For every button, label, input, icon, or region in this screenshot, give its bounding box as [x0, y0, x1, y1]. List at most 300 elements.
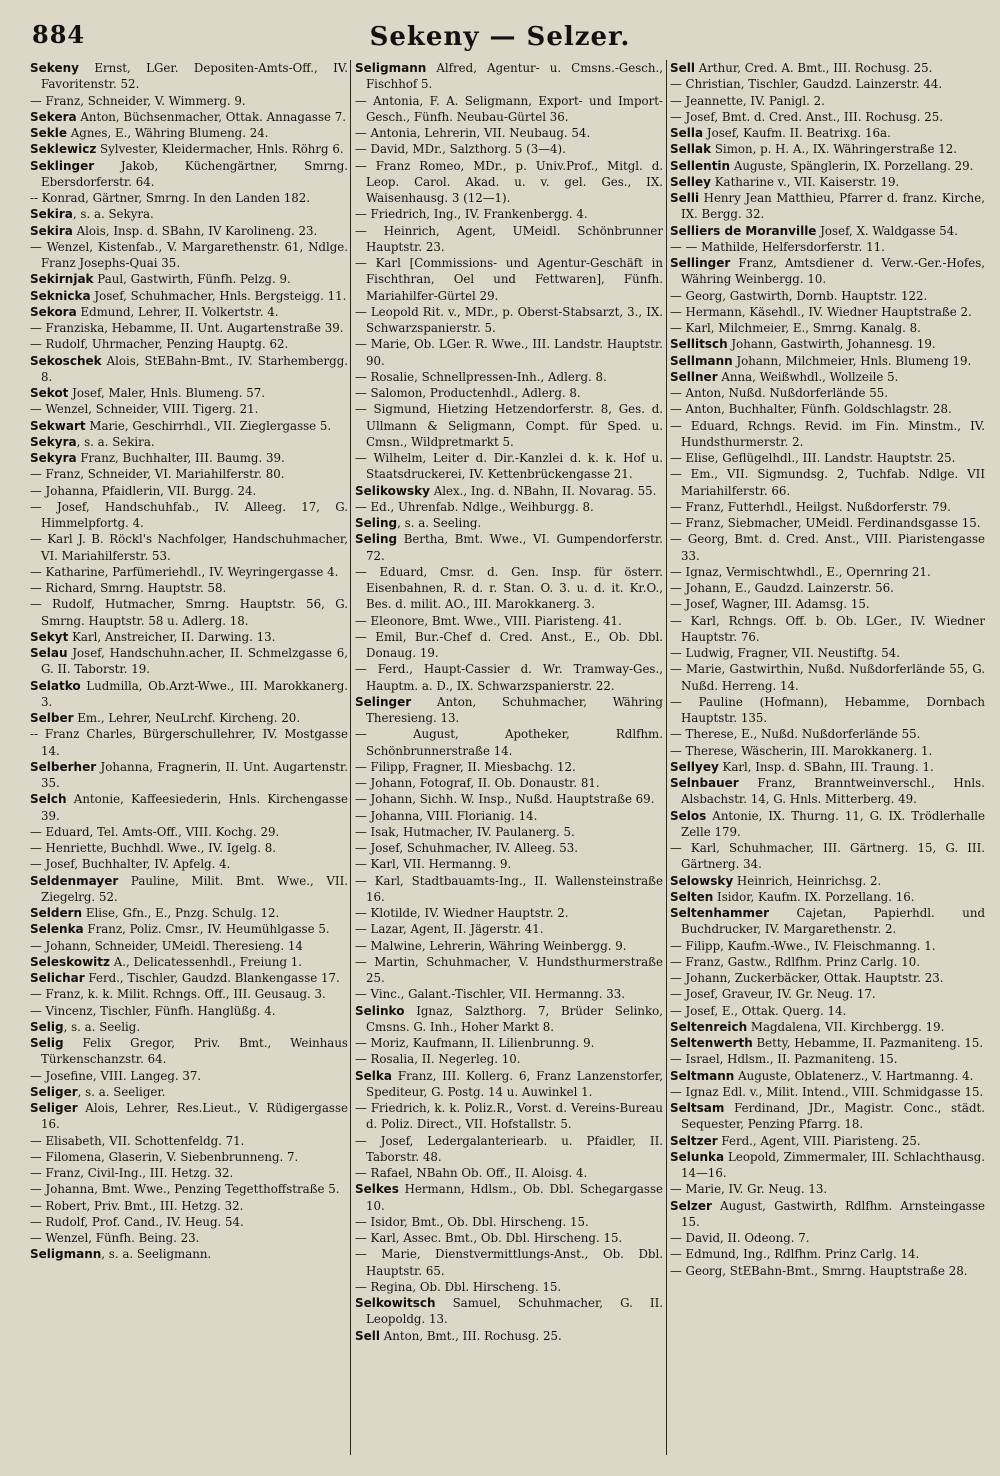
directory-entry: [670, 1035, 985, 1051]
entry-surname: Selli: [670, 191, 700, 205]
directory-entry: [355, 661, 663, 694]
directory-entry: [670, 873, 985, 889]
directory-entry: [355, 1230, 663, 1246]
entry-text: — Malwine, Lehrerin, Währing Weinbergg. 9.: [355, 938, 627, 953]
directory-entry: [670, 418, 985, 451]
entry-surname: Seligmann: [355, 61, 427, 75]
directory-entry: [30, 759, 348, 792]
entry-surname: Sella: [670, 126, 704, 140]
directory-entry: [670, 661, 985, 694]
entry-text: Henry Jean Matthieu, Pfarrer d. franz. Kirche, IX. Bergg. 32.: [681, 191, 985, 222]
entry-text: — Friedrich, k. k. Poliz.R., Vorst. d. Vereins-Bureau d. Poliz. Direct., VII. Hofstallstr. 5.: [355, 1101, 663, 1132]
directory-entry: [355, 60, 663, 93]
directory-entry: [30, 1019, 348, 1035]
directory-entry: [30, 710, 348, 726]
directory-entry: [355, 125, 663, 141]
entry-surname: Seling: [355, 516, 398, 530]
entry-text: — Rosalie, Schnellpressen-Inh., Adlerg. 8.: [355, 369, 607, 384]
directory-entry: [355, 856, 663, 872]
directory-entry: [670, 304, 985, 320]
directory-entry: [670, 385, 985, 401]
directory-entry: [670, 125, 985, 141]
entry-text: Alois, StEBahn-Bmt., IV. Starhembergg. 8.: [41, 353, 348, 384]
directory-entry: [30, 564, 348, 580]
entry-text: Em., Lehrer, NeuLrchf. Kircheng. 20.: [73, 711, 301, 725]
directory-entry: [670, 889, 985, 905]
entry-surname: Seling: [355, 532, 398, 547]
entry-text: Marie, Geschirrhdl., VII. Zieglergasse 5.: [85, 418, 332, 433]
entry-text: Franz, Poliz. Cmsr., IV. Heumühlgasse 5.: [83, 922, 330, 937]
entry-surname: Seklewicz: [30, 142, 97, 157]
entry-text: Ludmilla, Ob.Arzt-Wwe., III. Marokkanerg. 3.: [41, 678, 348, 709]
entry-text: Cajetan, Papierhdl. und Buchdrucker, IV. Margarethenstr. 2.: [681, 906, 985, 937]
entry-text: — Franz, Civil-Ing., III. Hetzg. 32.: [30, 1166, 234, 1180]
entry-text: — Franz, Schneider, V. Wimmerg. 9.: [30, 93, 246, 108]
entry-text: — Robert, Priv. Bmt., III. Hetzg. 32.: [30, 1198, 244, 1213]
entry-text: Simon, p. H. A., IX. Währingerstraße 12.: [711, 142, 958, 157]
directory-entry: [30, 986, 348, 1002]
directory-entry: [670, 190, 985, 223]
directory-entry: [30, 223, 348, 239]
entry-text: — Antonia, Lehrerin, VII. Neubaug. 54.: [355, 126, 591, 140]
entry-text: — Karl, Assec. Bmt., Ob. Dbl. Hirscheng. 15.: [355, 1231, 623, 1245]
entry-text: Anton, Schuhmacher, Währing Theresieng. 13.: [366, 694, 663, 725]
entry-surname: Seliger: [30, 1101, 78, 1115]
entry-text: Alex., Ing. d. NBahn, II. Novarag. 55.: [429, 483, 657, 498]
entry-surname: Sellner: [670, 369, 718, 384]
directory-entry: [355, 206, 663, 222]
entry-text: — Johann, E., Gaudzd. Lainzerstr. 56.: [670, 581, 894, 595]
entry-surname: Sekot: [30, 386, 69, 400]
entry-text: — Marie, Gastwirthin, Nußd. Nußdorferlände 55, G. Nußd. Herreng. 14.: [670, 662, 985, 693]
entry-text: Franz, Amtsdiener d. Verw.-Ger.-Hofes, Währing Weinbergg. 10.: [681, 256, 985, 287]
entry-text: — Rafael, NBahn Ob. Off., II. Aloisg. 4.: [355, 1166, 588, 1180]
directory-entry: [670, 970, 985, 986]
entry-surname: Sekira: [30, 223, 73, 238]
entry-text: — Katharine, Parfümeriehdl., IV. Weyringergasse 4.: [30, 564, 339, 579]
entry-text: — David, MDr., Salzthorg. 5 (3—4).: [355, 142, 566, 157]
entry-text: — Georg, Bmt. d. Cred. Anst., VIII. Piaristengasse 33.: [670, 532, 985, 563]
entry-text: — Karl, VII. Hermanng. 9.: [355, 857, 512, 872]
directory-entry: [30, 1100, 348, 1133]
directory-entry: [355, 369, 663, 385]
directory-entry: [30, 1198, 348, 1214]
entry-text: — Isak, Hutmacher, IV. Paulanerg. 5.: [355, 824, 575, 839]
directory-entry: [670, 320, 985, 336]
directory-entry: [670, 840, 985, 873]
entry-text: Edmund, Lehrer, II. Volkertstr. 4.: [76, 304, 279, 319]
column-right: [670, 60, 985, 1455]
entry-text: — Richard, Smrng. Hauptstr. 58.: [30, 581, 227, 595]
directory-entry: [670, 1181, 985, 1197]
entry-surname: Seldenmayer: [30, 873, 119, 888]
directory-entry: [670, 938, 985, 954]
entry-surname: Selig: [30, 1036, 64, 1050]
directory-entry: [355, 905, 663, 921]
directory-entry: [30, 499, 348, 532]
directory-entry: [355, 1100, 663, 1133]
directory-entry: [30, 320, 348, 336]
directory-entry: [670, 158, 985, 174]
entry-surname: Selikowsky: [355, 483, 430, 498]
entry-text: — Johann, Schneider, UMeidl. Theresieng. 14: [30, 938, 303, 953]
entry-text: — Karl, Schuhmacher, III. Gärtnerg. 15, G. III. Gärtnerg. 34.: [670, 841, 985, 872]
entry-surname: Seligmann: [30, 1247, 102, 1262]
directory-entry: [670, 531, 985, 564]
entry-text: — Henriette, Buchhdl. Wwe., IV. Igelg. 8.: [30, 841, 277, 855]
entry-surname: Sekoschek: [30, 353, 102, 368]
entry-text: — Josef, Handschuhfab., IV. Alleeg. 17, G. Himmelpfortg. 4.: [30, 499, 348, 530]
entry-text: — Anton, Nußd. Nußdorferlände 55.: [670, 386, 888, 400]
entry-text: — Johanna, VIII. Florianig. 14.: [355, 808, 538, 823]
entry-text: — Martin, Schuhmacher, V. Hundsthurmerstraße 25.: [355, 954, 663, 985]
entry-text: Franz, Buchhalter, III. Baumg. 39.: [76, 451, 285, 465]
directory-entry: [355, 1246, 663, 1279]
entry-text: Sylvester, Kleidermacher, Hnls. Röhrg 6.: [96, 142, 344, 157]
entry-surname: Selowsky: [670, 873, 734, 888]
entry-text: — Josef, Wagner, III. Adamsg. 15.: [670, 597, 870, 612]
entry-surname: Seldern: [30, 906, 83, 920]
directory-entry: [670, 596, 985, 612]
entry-text: — Franz, Siebmacher, UMeidl. Ferdinandsgasse 15.: [670, 516, 981, 530]
entry-text: — Franz, Futterhdl., Heilgst. Nußdorferstr. 79.: [670, 499, 951, 514]
directory-entry: [670, 1230, 985, 1246]
entry-surname: Sekira: [30, 207, 73, 222]
directory-entry: [30, 873, 348, 906]
entry-surname: Selkes: [355, 1182, 399, 1197]
directory-entry: [355, 255, 663, 304]
directory-entry: [355, 304, 663, 337]
directory-entry: [355, 873, 663, 906]
directory-entry: [355, 726, 663, 759]
directory-entry: [670, 515, 985, 531]
entry-text: Heinrich, Heinrichsg. 2.: [733, 873, 882, 888]
entry-text: , s. a. Seeliger.: [77, 1084, 166, 1099]
entry-surname: Selberher: [30, 759, 97, 774]
directory-entry: [30, 60, 348, 93]
entry-text: Auguste, Oblatenerz., V. Hartmanng. 4.: [734, 1068, 974, 1083]
entry-surname: Selka: [355, 1068, 392, 1083]
directory-entry: [30, 856, 348, 872]
entry-text: — Josef, Ledergalanteriearb. u. Pfaidler, II. Taborstr. 48.: [355, 1133, 663, 1164]
directory-entry: [670, 564, 985, 580]
entry-text: , s. a. Sekyra.: [72, 207, 154, 222]
entry-surname: Sekera: [30, 109, 77, 124]
entry-surname: Seliger: [30, 1084, 78, 1099]
directory-entry: [670, 726, 985, 742]
entry-text: Johann, Gastwirth, Johannesg. 19.: [727, 337, 936, 352]
entry-text: — Franz, Gastw., Rdlfhm. Prinz Carlg. 10.: [670, 954, 920, 969]
directory-entry: [355, 791, 663, 807]
directory-entry: [30, 1181, 348, 1197]
entry-text: — Anton, Buchhalter, Fünfh. Goldschlagstr. 28.: [670, 402, 952, 417]
entry-text: Anton, Bmt., III. Rochusg. 25.: [380, 1328, 562, 1343]
entry-text: Antonie, IX. Thurng. 11, G. IX. Trödlerhalle Zelle 179.: [681, 808, 985, 839]
entry-text: — Johanna, Bmt. Wwe., Penzing Tegetthoffstraße 5.: [30, 1182, 340, 1197]
directory-entry: [30, 239, 348, 272]
entry-surname: Sekyra: [30, 451, 77, 465]
entry-text: — Heinrich, Agent, UMeidl. Schönbrunner Hauptstr. 23.: [355, 223, 663, 254]
directory-entry: [355, 515, 663, 531]
entry-text: — Vincenz, Tischler, Fünfh. Hanglüßg. 4.: [30, 1003, 276, 1018]
columns: [30, 60, 985, 1455]
entry-text: — Eleonore, Bmt. Wwe., VIII. Piaristeng. 41.: [355, 613, 622, 628]
directory-entry: [670, 808, 985, 841]
directory-entry: [670, 174, 985, 190]
entry-surname: Sekeny: [30, 61, 79, 75]
entry-text: — Em., VII. Sigmundsg. 2, Tuchfab. Ndlge. VII Mariahilferstr. 66.: [670, 467, 985, 498]
entry-text: Betty, Hebamme, II. Pazmaniteng. 15.: [752, 1036, 984, 1050]
directory-entry: [30, 304, 348, 320]
entry-text: Anton, Büchsenmacher, Ottak. Annagasse 7.: [76, 109, 347, 124]
directory-entry: [30, 158, 348, 191]
entry-text: Hermann, Hdlsm., Ob. Dbl. Schegargasse 10.: [366, 1182, 663, 1213]
directory-entry: [670, 954, 985, 970]
directory-entry: [670, 905, 985, 938]
directory-entry: [355, 499, 663, 515]
entry-surname: Sekirnjak: [30, 272, 94, 287]
entry-text: — Sigmund, Hietzing Hetzendorferstr. 8, Ges. d. Ullmann & Seligmann, Compt. für Sped. u. Cmsn., Wildpretmarkt 5.: [355, 402, 663, 449]
entry-text: , s. a. Seeligmann.: [101, 1247, 212, 1262]
directory-entry: [355, 1328, 663, 1344]
entry-surname: Selinger: [355, 694, 412, 709]
entry-text: — Moriz, Kaufmann, II. Lilienbrunng. 9.: [355, 1036, 595, 1050]
entry-text: — Hermann, Käsehdl., IV. Wiedner Hauptstraße 2.: [670, 304, 972, 319]
entry-text: — Pauline (Hofmann), Hebamme, Dornbach Hauptstr. 135.: [670, 694, 985, 725]
entry-text: Magdalena, VII. Kirchbergg. 19.: [747, 1019, 945, 1034]
entry-text: Auguste, Spänglerin, IX. Porzellang. 29.: [730, 158, 974, 173]
entry-text: — Karl, Rchngs. Off. b. Ob. LGer., IV. Wiedner Hauptstr. 76.: [670, 613, 985, 644]
entry-text: — Therese, E., Nußd. Nußdorferlände 55.: [670, 727, 921, 742]
directory-entry: [670, 580, 985, 596]
entry-text: Arthur, Cred. A. Bmt., III. Rochusg. 25.: [695, 61, 933, 75]
entry-text: — Josef, Graveur, IV. Gr. Neug. 17.: [670, 987, 876, 1002]
entry-text: — Ludwig, Fragner, VII. Neustiftg. 54.: [670, 646, 901, 660]
entry-text: — Wilhelm, Leiter d. Dir.-Kanzlei d. k. k. Hof u. Staatsdruckerei, IV. Kettenbrückengasse 21.: [355, 451, 663, 482]
entry-text: — Eduard, Rchngs. Revid. im Fin. Minstm., IV. Hundsthurmerstr. 2.: [670, 418, 985, 449]
entry-text: — Johann, Fotograf, II. Ob. Donaustr. 81.: [355, 776, 600, 790]
directory-entry: [670, 775, 985, 808]
entry-text: Josef, Maler, Hnls. Blumeng. 57.: [68, 386, 266, 400]
directory-entry: [30, 336, 348, 352]
entry-surname: Sellmann: [670, 353, 733, 368]
entry-text: Samuel, Schuhmacher, G. II. Leopoldg. 13.: [366, 1296, 663, 1327]
entry-surname: Seltmann: [670, 1068, 735, 1083]
entry-text: Ferdinand, JDr., Magistr. Conc., städt. Sequester, Penzing Pfarrg. 18.: [681, 1101, 985, 1132]
directory-entry: [670, 223, 985, 239]
directory-entry: [30, 824, 348, 840]
entry-surname: Sekora: [30, 304, 77, 319]
directory-entry: [30, 401, 348, 417]
directory-entry: [355, 1035, 663, 1051]
directory-entry: [30, 1035, 348, 1068]
entry-text: Leopold, Zimmermaler, III. Schlachthausg. 14—16.: [681, 1149, 985, 1180]
entry-text: — Johann, Sichh. W. Insp., Nußd. Hauptstraße 69.: [355, 792, 655, 807]
directory-entry: [355, 921, 663, 937]
directory-entry: [670, 613, 985, 646]
entry-text: — Lazar, Agent, II. Jägerstr. 41.: [355, 922, 544, 937]
directory-entry: [670, 450, 985, 466]
entry-surname: Selzer: [670, 1198, 712, 1213]
entry-surname: Sellentin: [670, 158, 731, 173]
entry-text: — Rudolf, Prof. Cand., IV. Heug. 54.: [30, 1214, 244, 1229]
entry-surname: Seknicka: [30, 288, 91, 303]
entry-surname: Sekyt: [30, 629, 69, 644]
entry-surname: Sell: [355, 1328, 381, 1343]
directory-entry: [30, 905, 348, 921]
entry-text: — Edmund, Ing., Rdlfhm. Prinz Carlg. 14.: [670, 1247, 920, 1262]
entry-text: Jakob, Küchengärtner, Smrng. Ebersdorferstr. 64.: [41, 158, 348, 189]
directory-entry: [30, 580, 348, 596]
directory-entry: [355, 824, 663, 840]
directory-entry: [670, 1019, 985, 1035]
directory-entry: [670, 499, 985, 515]
directory-entry: [355, 938, 663, 954]
entry-text: Katharine v., VII. Kaiserstr. 19.: [710, 174, 900, 189]
column-rule: [666, 60, 667, 1455]
page-number: 884: [32, 20, 86, 49]
directory-entry: [355, 694, 663, 727]
entry-text: — Antonia, F. A. Seligmann, Export- und Import-Gesch., Fünfh. Neubau-Gürtel 36.: [355, 93, 663, 124]
entry-text: — Ed., Uhrenfab. Ndlge., Weihburgg. 8.: [355, 499, 594, 514]
entry-text: Alois, Lehrer, Res.Lieut., V. Rüdigergasse 16.: [41, 1101, 348, 1132]
directory-entry: [670, 1263, 985, 1279]
directory-entry: [670, 1133, 985, 1149]
entry-text: Johanna, Fragnerin, II. Unt. Augartenstr. 35.: [41, 759, 348, 790]
entry-text: — Karl [Commissions- und Agentur-Geschäft in Fischthran, Oel und Fettwaren], Fünfh. Mariahilfer-Gürtel 29.: [355, 256, 663, 303]
directory-entry: [355, 759, 663, 775]
directory-entry: [670, 109, 985, 125]
directory-entry: [355, 1133, 663, 1166]
entry-surname: Sekyra: [30, 434, 77, 449]
entry-text: Agnes, E., Währing Blumeng. 24.: [67, 126, 269, 140]
entry-text: — Filomena, Glaserin, V. Siebenbrunneng. 7.: [30, 1149, 299, 1164]
entry-text: — Emil, Bur.-Chef d. Cred. Anst., E., Ob. Dbl. Donaug. 19.: [355, 629, 663, 660]
directory-entry: [30, 791, 348, 824]
entry-text: — Josef, E., Ottak. Querg. 14.: [670, 1003, 847, 1018]
entry-text: -- Konrad, Gärtner, Smrng. In den Landen 182.: [30, 191, 310, 205]
entry-surname: Seltenwerth: [670, 1036, 753, 1050]
entry-surname: Seltzer: [670, 1133, 718, 1148]
directory-entry: [30, 434, 348, 450]
directory-entry: [670, 1149, 985, 1182]
directory-entry: [355, 954, 663, 987]
entry-text: Antonie, Kaffeesiederin, Hnls. Kirchengasse 39.: [41, 792, 348, 823]
directory-entry: [30, 93, 348, 109]
directory-entry: [355, 1181, 663, 1214]
entry-text: — Johann, Zuckerbäcker, Ottak. Hauptstr. 23.: [670, 971, 944, 985]
entry-surname: Selinko: [355, 1003, 405, 1018]
entry-text: — Israel, Hdlsm., II. Pazmaniteng. 15.: [670, 1052, 898, 1067]
entry-surname: Sell: [670, 61, 696, 75]
entry-text: Alois, Insp. d. SBahn, IV Karolineng. 23.: [72, 223, 318, 238]
directory-entry: [30, 109, 348, 125]
entry-text: — August, Apotheker, Rdlfhm. Schönbrunnerstraße 14.: [355, 727, 663, 758]
entry-text: — Vinc., Galant.-Tischler, VII. Hermanng. 33.: [355, 987, 625, 1002]
directory-entry: [30, 141, 348, 157]
directory-entry: [30, 1084, 348, 1100]
directory-entry: [670, 336, 985, 352]
directory-entry: [670, 141, 985, 157]
directory-entry: [355, 1165, 663, 1181]
entry-text: August, Gastwirth, Rdlfhm. Arnsteingasse 15.: [681, 1198, 985, 1229]
directory-entry: [670, 1084, 985, 1100]
entry-surname: Selten: [670, 889, 714, 904]
entry-text: Ferd., Agent, VIII. Piaristeng. 25.: [717, 1133, 921, 1148]
directory-entry: [355, 1214, 663, 1230]
directory-entry: [355, 336, 663, 369]
entry-text: — — Mathilde, Helfersdorferstr. 11.: [670, 239, 885, 254]
directory-entry: [355, 1295, 663, 1328]
directory-entry: [355, 385, 663, 401]
entry-text: Ernst, LGer. Depositen-Amts-Off., IV. Favoritenstr. 52.: [41, 61, 348, 92]
entry-text: — Ignaz, Vermischtwhdl., E., Opernring 21.: [670, 564, 931, 579]
entry-text: — Marie, IV. Gr. Neug. 13.: [670, 1182, 828, 1197]
entry-surname: Selliers de Moranville: [670, 223, 817, 238]
directory-entry: [670, 1003, 985, 1019]
entry-surname: Seleskowitz: [30, 954, 110, 969]
entry-text: — Ferd., Haupt-Cassier d. Wr. Tramway-Ges., Hauptm. a. D., IX. Schwarzspanierstr. 22.: [355, 662, 663, 693]
entry-surname: Selig: [30, 1019, 64, 1034]
entry-surname: Sellinger: [670, 256, 731, 270]
entry-text: — Georg, Gastwirth, Dornb. Hauptstr. 122.: [670, 288, 928, 303]
directory-entry: [670, 1068, 985, 1084]
entry-text: Paul, Gastwirth, Fünfh. Pelzg. 9.: [93, 272, 291, 287]
directory-entry: [670, 76, 985, 92]
directory-entry: [30, 1214, 348, 1230]
running-head: Sekeny — Selzer.: [369, 22, 631, 52]
directory-entry: [355, 531, 663, 564]
entry-text: — Isidor, Bmt., Ob. Dbl. Hirscheng. 15.: [355, 1214, 589, 1229]
directory-entry: [30, 921, 348, 937]
directory-entry: [355, 401, 663, 450]
entry-text: — Friedrich, Ing., IV. Frankenbergg. 4.: [355, 207, 588, 222]
directory-entry: [30, 645, 348, 678]
entry-text: , s. a. Seelig.: [63, 1019, 141, 1034]
entry-text: — Wenzel, Fünfh. Being. 23.: [30, 1231, 200, 1245]
entry-text: Alfred, Agentur- u. Cmsns.-Gesch., Fischhof 5.: [366, 61, 663, 92]
directory-entry: [670, 1198, 985, 1231]
directory-entry: [670, 743, 985, 759]
directory-entry: [355, 93, 663, 126]
directory-entry: [355, 1279, 663, 1295]
directory-entry: [30, 954, 348, 970]
directory-entry: [30, 629, 348, 645]
entry-text: — Rosalia, II. Negerleg. 10.: [355, 1052, 521, 1067]
entry-text: — Eduard, Tel. Amts-Off., VIII. Kochg. 29.: [30, 824, 280, 839]
directory-entry: [670, 759, 985, 775]
directory-entry: [30, 271, 348, 287]
entry-text: — Josef, Schuhmacher, IV. Alleeg. 53.: [355, 841, 579, 855]
entry-surname: Selau: [30, 646, 68, 660]
entry-text: — Jeannette, IV. Panigl. 2.: [670, 93, 825, 108]
entry-text: — Franz Romeo, MDr., p. Univ.Prof., Mitgl. d. Leop. Carol. Akad. u. v. gel. Ges., IX. Waisenhausg. 3 (12—1).: [355, 158, 663, 205]
entry-text: — Filipp, Kaufm.-Wwe., IV. Fleischmanng. 1.: [670, 938, 936, 953]
column-left: [30, 60, 348, 1455]
entry-text: — Marie, Ob. LGer. R. Wwe., III. Landstr. Hauptstr. 90.: [355, 337, 663, 368]
directory-entry: [30, 206, 348, 222]
directory-entry: [670, 353, 985, 369]
directory-entry: [355, 986, 663, 1002]
directory-entry: [355, 808, 663, 824]
entry-text: Ignaz, Salzthorg. 7, Brüder Selinko, Cmsns. G. Inh., Hoher Markt 8.: [366, 1003, 663, 1034]
entry-text: — Klotilde, IV. Wiedner Hauptstr. 2.: [355, 906, 569, 920]
entry-text: Franz, Branntweinverschl., Hnls. Alsbachstr. 14, G. Hnls. Mitterberg. 49.: [681, 776, 985, 807]
directory-entry: [30, 125, 348, 141]
entry-text: — Wenzel, Kistenfab., V. Margarethenstr. 61, Ndlge. Franz Josephs-Quai 35.: [30, 239, 348, 270]
entry-surname: Sellyey: [670, 759, 719, 774]
directory-entry: [355, 840, 663, 856]
